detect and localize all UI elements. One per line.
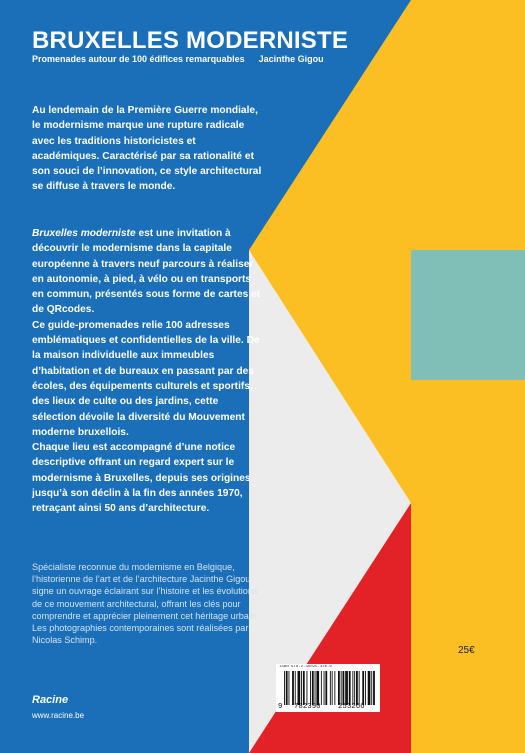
barcode-bar <box>332 671 333 705</box>
intro-paragraph <box>32 103 264 195</box>
subtitle-text: Promenades autour de 100 édifices remarquables <box>32 54 245 64</box>
barcode-bar <box>286 671 288 705</box>
barcode <box>276 664 380 712</box>
barcode-bars <box>278 671 378 705</box>
book-title: BRUXELLES MODERNISTE <box>32 27 349 54</box>
author-name: Jacinthe Gigou <box>258 54 324 64</box>
barcode-bar <box>307 671 308 705</box>
barcode-bar <box>345 671 348 705</box>
barcode-digits-right: 253266 <box>338 703 365 711</box>
barcode-bar <box>316 671 319 705</box>
description-paragraph-2: Ce guide-promenades relie 100 adresses emblématiques et confidentielles de la ville. De la maison individuelle aux immeubles d’habitation et de bureaux en passant par des écoles, des équipements culturels et sportifs, des lieux de culte ou des jardins, cette sélection dévoile la diversité du Mouvement moderne bruxellois. <box>32 319 260 438</box>
barcode-bar <box>354 671 355 705</box>
isbn-text: ISBN 978-2-39025-326-6 <box>279 665 332 669</box>
barcode-bar <box>330 671 331 705</box>
barcode-bar <box>295 671 296 705</box>
barcode-bar <box>298 671 301 705</box>
book-title-italic: Bruxelles moderniste <box>32 228 136 239</box>
barcode-bar <box>368 671 371 705</box>
barcode-bar <box>365 671 366 705</box>
teal-square <box>411 250 525 380</box>
barcode-bar <box>301 671 302 705</box>
barcode-bar <box>338 671 340 705</box>
author-bio-paragraph-2: Les photographies contemporaines sont réalisées par Nicolas Schimp. <box>32 623 249 646</box>
barcode-digit-first: 9 <box>278 703 283 711</box>
barcode-bar <box>284 671 285 705</box>
yellow-block-top <box>411 0 525 250</box>
barcode-bar <box>334 671 335 705</box>
barcode-bar <box>362 671 364 705</box>
barcode-bar <box>371 671 372 705</box>
intro-text: Au lendemain de la Première Guerre mondiale, le modernisme marque une rupture radicale avec les traditions historicistes et académiques. Caractérisé par sa rationalité et son souci de l’innovation, ce style architectural se diffuse à travers le monde. <box>32 105 262 193</box>
barcode-bar <box>373 671 375 705</box>
book-subtitle <box>32 54 324 64</box>
barcode-bar <box>341 671 342 705</box>
publisher-logo: Racine <box>32 694 69 706</box>
barcode-bar <box>343 671 345 705</box>
barcode-bar <box>321 671 322 705</box>
description-paragraph-1-rest: est une invitation à découvrir le modernisme dans la capitale européenne à travers neuf parcours à réaliser en autonomie, à pied, à vélo ou en transports en commun, présentés sous forme de cartes et de QRcodes. <box>32 228 261 316</box>
barcode-bar <box>359 671 360 705</box>
description-paragraph-1 <box>32 226 264 318</box>
barcode-bar <box>325 671 327 705</box>
barcode-bar <box>292 671 294 705</box>
barcode-bar <box>303 671 305 705</box>
barcode-bar <box>310 671 311 705</box>
publisher-website: www.racine.be <box>32 711 85 720</box>
barcode-bar <box>324 671 325 705</box>
yellow-block-lower <box>411 380 525 753</box>
author-bio-paragraph-1: Spécialiste reconnue du modernisme en Belgique, l’historienne de l’art et de l’architecture Jacinthe Gigou signe un ouvrage éclairant sur l’histoire et les évolutions de ce mouvement architectural, offrant les clés pour comprendre et apprécier pleinement cet héritage urbain. <box>32 562 259 621</box>
description-block <box>32 226 264 517</box>
author-bio <box>32 561 267 646</box>
barcode-bar <box>349 671 351 705</box>
barcode-bar <box>289 671 290 705</box>
description-paragraph-3: Chaque lieu est accompagné d’une notice descriptive offrant un regard expert sur le modernisme à Bruxelles, depuis ses origines jusqu’à son déclin à la fin des années 1970, retraçant ainsi 50 ans d’architecture. <box>32 442 251 515</box>
barcode-bar <box>312 671 314 705</box>
barcode-bar <box>352 671 353 705</box>
barcode-bar <box>315 671 316 705</box>
price-label: 25€ <box>458 645 475 656</box>
barcode-bar <box>356 671 358 705</box>
barcode-digits-left: 782390 <box>294 703 321 711</box>
